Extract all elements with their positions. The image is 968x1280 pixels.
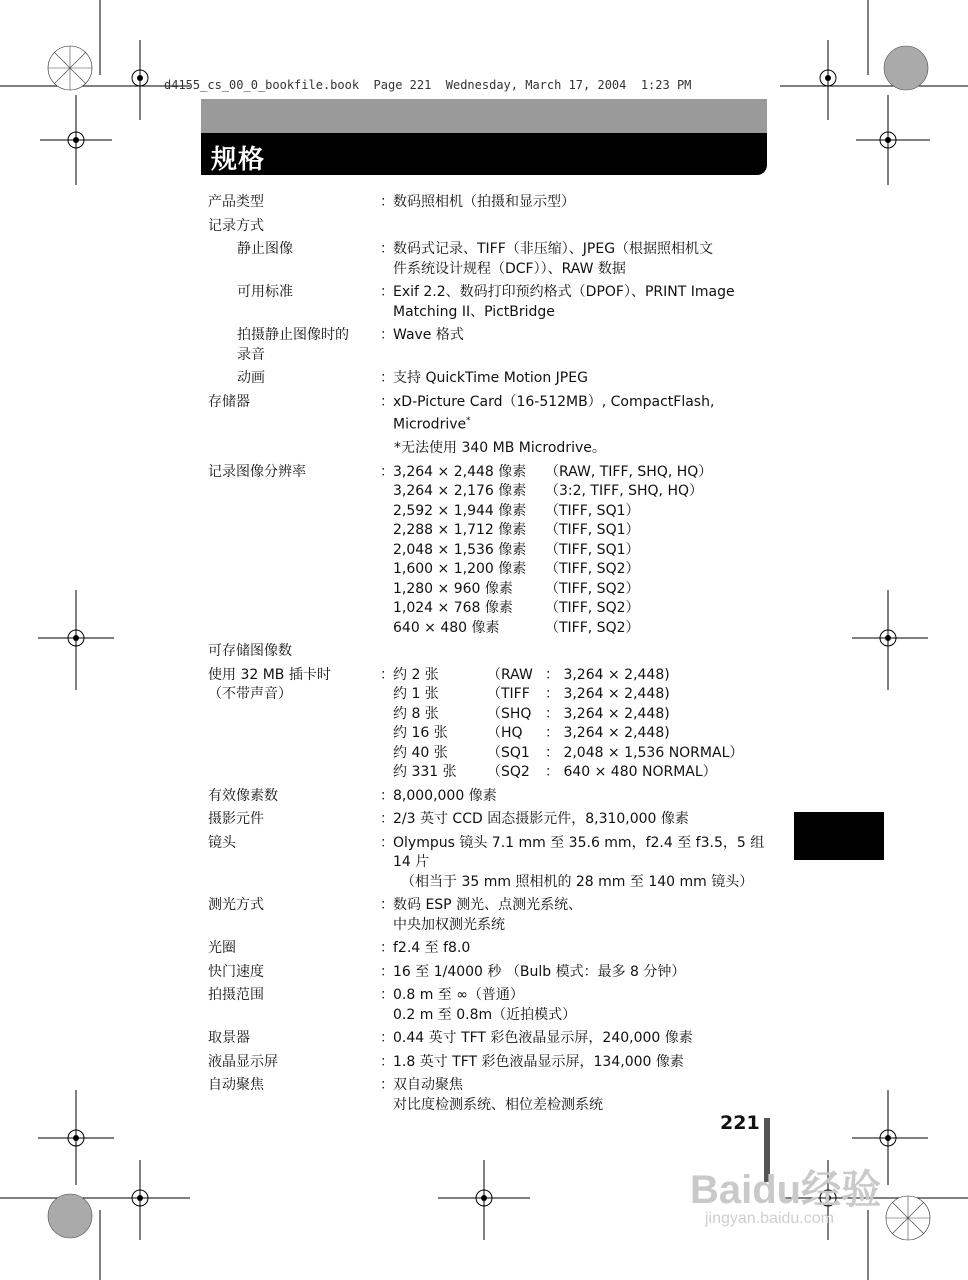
- spec-label: 取景器: [208, 1030, 250, 1047]
- page-title: 规格: [211, 145, 266, 175]
- storable-mode: （SQ2: [487, 764, 530, 781]
- spec-value: xD-Picture Card（16-512MB）, CompactFlash,: [393, 393, 715, 410]
- spec-storable: [208, 642, 768, 662]
- section-tab: [794, 812, 884, 860]
- spec-viewfinder: 取景器 ： 0.44 英寸 TFT 彩色液晶显示屏，240,000 像素: [208, 1029, 768, 1049]
- storable-mode: （HQ: [487, 725, 523, 742]
- storable-mode: （SQ1: [487, 744, 530, 761]
- storable-mode: （RAW: [487, 666, 533, 683]
- spec-sound: 拍摄静止图像时的 录音 ： Wave 格式: [208, 326, 768, 365]
- page-number: 221: [720, 1112, 760, 1134]
- spec-label: 产品类型: [208, 194, 264, 210]
- resolution-size: 640 × 480 像素: [393, 619, 500, 636]
- spec-value: 1.8 英寸 TFT 彩色液晶显示屏，134,000 像素: [393, 1053, 684, 1070]
- spec-shutter: 快门速度 ： 16 至 1/4000 秒 （Bulb 模式：最多 8 分钟）: [208, 963, 768, 983]
- spec-value: 8,000,000 像素: [393, 787, 497, 804]
- resolution-mode: （TIFF, SQ1）: [545, 522, 640, 539]
- spec-label: 录音: [237, 346, 265, 363]
- spec-memory: 存储器 ： xD-Picture Card（16-512MB）, CompactFlash, Microdrive* *无法使用 340 MB Microdrive。: [208, 393, 768, 459]
- watermark-logo: Baidu经验: [690, 1168, 882, 1212]
- spec-label: 快门速度: [208, 963, 264, 980]
- storable-count-table: [393, 666, 768, 783]
- spec-shooting-range: 拍摄范围 ： 0.8 m 至 ∞（普通） 0.2 m 至 0.8m（近拍模式）: [208, 986, 768, 1025]
- spec-label: 静止图像: [237, 241, 293, 257]
- spec-label: 测光方式: [208, 897, 264, 914]
- storable-mode: （TIFF: [487, 686, 530, 703]
- title-band-grey: [201, 99, 767, 133]
- file-info-header: d4155_cs_00_0_bookfile.book Page 221 Wednesday, March 17, 2004 1:23 PM: [164, 78, 692, 92]
- spec-product-type: 产品类型 ： 数码照相机（拍摄和显示型）: [208, 193, 768, 213]
- watermark-url: jingyan.baidu.com: [705, 1210, 834, 1227]
- storable-res: ： 3,264 × 2,448): [545, 666, 670, 683]
- storable-res: ： 3,264 × 2,448): [545, 686, 670, 703]
- spec-label: 拍摄静止图像时的: [237, 327, 349, 343]
- resolution-mode: （TIFF, SQ1）: [545, 541, 640, 558]
- storable-res: ： 3,264 × 2,448): [545, 725, 670, 742]
- resolution-size: 2,048 × 1,536 像素: [393, 541, 527, 558]
- spec-value: 0.2 m 至 0.8m（近拍模式）: [393, 1006, 577, 1023]
- spec-value: 支持 QuickTime Motion JPEG: [393, 370, 588, 386]
- spec-label: 光圈: [208, 940, 236, 957]
- spec-value: 中央加权测光系统: [393, 916, 505, 933]
- storable-count: 约 40 张: [393, 744, 448, 761]
- spec-value: 对比度检测系统、相位差检测系统: [393, 1096, 603, 1113]
- spec-lcd: 液晶显示屏 ： 1.8 英寸 TFT 彩色液晶显示屏，134,000 像素: [208, 1053, 768, 1073]
- spec-value: 0.44 英寸 TFT 彩色液晶显示屏，240,000 像素: [393, 1030, 693, 1047]
- spec-value: 14 片: [393, 854, 430, 871]
- resolution-mode: （TIFF, SQ2）: [545, 580, 640, 597]
- spec-value: 件系统设计规程（DCF））、RAW 数据: [393, 260, 626, 277]
- resolution-size: 3,264 × 2,176 像素: [393, 483, 527, 500]
- spec-movie: 动画 ： 支持 QuickTime Motion JPEG: [208, 369, 768, 389]
- resolution-size: 1,280 × 960 像素: [393, 580, 513, 597]
- storable-count: 约 1 张: [393, 686, 439, 703]
- storable-count: 约 8 张: [393, 705, 439, 722]
- footnote-mark: *: [466, 416, 471, 426]
- spec-value: f2.4 至 f8.0: [393, 940, 471, 957]
- storable-res: ： 2,048 × 1,536 NORMAL）: [545, 744, 744, 761]
- resolution-mode: （RAW, TIFF, SHQ, HQ）: [545, 463, 713, 480]
- storable-count: 约 16 张: [393, 725, 448, 742]
- resolution-mode: （3:2, TIFF, SHQ, HQ）: [545, 483, 703, 500]
- spec-value: 16 至 1/4000 秒 （Bulb 模式：最多 8 分钟）: [393, 963, 686, 980]
- resolution-size: 2,288 × 1,712 像素: [393, 522, 527, 539]
- spec-label: 使用 32 MB 插卡时: [208, 666, 331, 683]
- storable-res: ： 3,264 × 2,448): [545, 705, 670, 722]
- spec-value: 数码 ESP 测光、点测光系统、: [393, 897, 583, 914]
- spec-label: 存储器: [208, 393, 250, 410]
- spec-autofocus: 自动聚焦 ： 双自动聚焦 对比度检测系统、相位差检测系统: [208, 1076, 768, 1115]
- storable-mode: （SHQ: [487, 705, 532, 722]
- spec-value: Matching II、PictBridge: [393, 303, 555, 320]
- spec-value: Microdrive: [393, 416, 467, 433]
- resolution-mode: （TIFF, SQ2）: [545, 619, 640, 636]
- resolution-size: 1,024 × 768 像素: [393, 600, 513, 617]
- resolution-size: 2,592 × 1,944 像素: [393, 502, 527, 519]
- spec-image-sensor: 摄影元件 ： 2/3 英寸 CCD 固态摄影元件，8,310,000 像素: [208, 810, 768, 830]
- resolution-size: 1,600 × 1,200 像素: [393, 561, 527, 578]
- spec-resolution: 记录图像分辨率 ： 3,264 × 2,448 像素 （RAW, TIFF, SHQ, HQ） 3,264 × 2,176 像素 （3:2, TIFF, SHQ, HQ） 2,592 × 1,944 像素 （TIFF, SQ1） 2,288 × 1,712 像素 （TIFF, SQ1） 2,048 × 1,536 像素 （TIFF, SQ1） 1,600 × 1,200 像素 （TIFF, SQ2） 1,280 × 960 像素 （TIFF, SQ2） 1,024 × 768 像素 （TIFF, SQ2） 640 × 480 像素 （TIFF, SQ2）: [208, 463, 768, 639]
- spec-value: 数码照相机（拍摄和显示型）: [393, 194, 575, 210]
- spec-label: 有效像素数: [208, 787, 278, 804]
- spec-label: 记录方式: [208, 217, 264, 234]
- spec-value: 2/3 英寸 CCD 固态摄影元件，8,310,000 像素: [393, 811, 689, 828]
- spec-label: 自动聚焦: [208, 1077, 264, 1094]
- spec-label: 可用标准: [237, 284, 293, 300]
- storable-count: 约 331 张: [393, 764, 457, 781]
- spec-value: 双自动聚焦: [393, 1077, 463, 1094]
- spec-still-image: 静止图像 ： 数码式记录、TIFF（非压缩）、JPEG（根据照相机文 件系统设计规程（DCF））、RAW 数据: [208, 240, 768, 279]
- spec-label: 记录图像分辨率: [208, 463, 306, 480]
- spec-lens: 镜头 ： Olympus 镜头 7.1 mm 至 35.6 mm，f2.4 至 f3.5，5 组 14 片 （相当于 35 mm 照相机的 28 mm 至 140 mm 镜头）: [208, 834, 768, 893]
- spec-footnote: *无法使用 340 MB Microdrive。: [394, 440, 606, 457]
- spec-label: 镜头: [208, 834, 236, 851]
- spec-recording-format: [208, 217, 768, 237]
- spec-card-32mb: 使用 32 MB 插卡时 （不带声音） ： 约 2 张 （RAW ： 3,264 × 2,448) 约 1 张 （TIFF ： 3,264 × 2,448) 约 8 张 （SHQ ： 3,264 × 2,448) 约 16 张 （HQ ： 3,264 × 2,448) 约 40 张 （SQ1 ： 2,048 × 1,536 NORMAL） 约 331 张 （SQ2 ： 640 × 480 NORMAL）: [208, 666, 768, 783]
- storable-res: ： 640 × 480 NORMAL）: [545, 764, 717, 781]
- resolution-size: 3,264 × 2,448 像素: [393, 463, 527, 480]
- storable-count: 约 2 张: [393, 666, 439, 683]
- spec-effective-pixels: 有效像素数 ： 8,000,000 像素: [208, 787, 768, 807]
- spec-value: Olympus 镜头 7.1 mm 至 35.6 mm，f2.4 至 f3.5，5 组: [393, 834, 765, 851]
- spec-value: 数码式记录、TIFF（非压缩）、JPEG（根据照相机文: [393, 241, 714, 257]
- spec-label: 液晶显示屏: [208, 1053, 278, 1070]
- spec-value: 0.8 m 至 ∞（普通）: [393, 987, 524, 1004]
- spec-standards: 可用标准 ： Exif 2.2、数码打印预约格式（DPOF）、PRINT Image Matching II、PictBridge: [208, 283, 768, 322]
- spec-label: 摄影元件: [208, 811, 264, 828]
- spec-value: Wave 格式: [393, 327, 464, 343]
- title-band: [201, 133, 767, 175]
- resolution-mode: （TIFF, SQ2）: [545, 561, 640, 578]
- spec-label: 可存储图像数: [208, 643, 292, 660]
- resolution-table: [393, 463, 768, 639]
- spec-list: [208, 193, 768, 1119]
- spec-label: 拍摄范围: [208, 987, 264, 1004]
- resolution-mode: （TIFF, SQ2）: [545, 600, 640, 617]
- spec-label: 动画: [237, 370, 265, 386]
- resolution-mode: （TIFF, SQ1）: [545, 502, 640, 519]
- spec-metering: 测光方式 ： 数码 ESP 测光、点测光系统、 中央加权测光系统: [208, 896, 768, 935]
- spec-label: （不带声音）: [208, 686, 292, 703]
- spec-value: （相当于 35 mm 照相机的 28 mm 至 140 mm 镜头）: [401, 873, 754, 890]
- spec-aperture: 光圈 ： f2.4 至 f8.0: [208, 939, 768, 959]
- spec-value: Exif 2.2、数码打印预约格式（DPOF）、PRINT Image: [393, 284, 735, 300]
